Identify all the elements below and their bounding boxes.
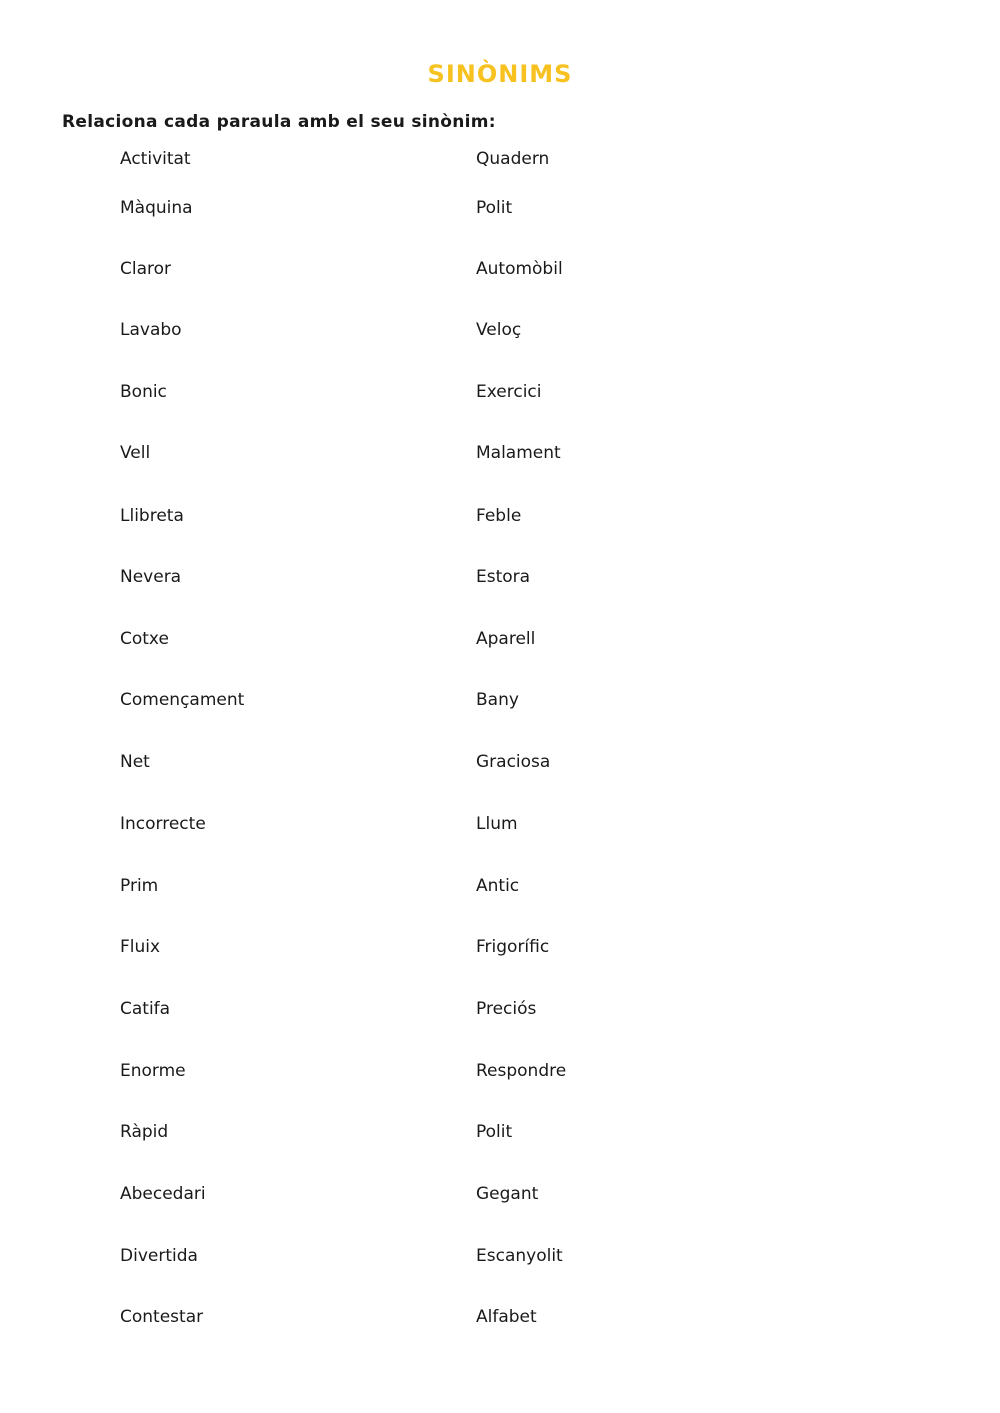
left-word: Abecedari (120, 1184, 206, 1204)
left-word: Prim (120, 876, 159, 896)
right-word: Antic (476, 876, 520, 896)
right-word: Escanyolit (476, 1246, 563, 1266)
left-word: Vell (120, 443, 151, 463)
right-word: Quadern (476, 149, 550, 169)
right-word: Aparell (476, 629, 536, 649)
right-word: Graciosa (476, 752, 551, 772)
left-word: Lavabo (120, 320, 182, 340)
right-word: Polit (476, 198, 513, 218)
right-word: Polit (476, 1122, 513, 1142)
instruction-text: Relaciona cada paraula amb el seu sinònim: (62, 112, 496, 132)
right-word: Preciós (476, 999, 537, 1019)
left-word: Llibreta (120, 506, 184, 526)
left-word: Divertida (120, 1246, 198, 1266)
left-word: Claror (120, 259, 172, 279)
left-word: Començament (120, 690, 245, 710)
right-word: Alfabet (476, 1307, 537, 1327)
left-word: Ràpid (120, 1122, 169, 1142)
left-word: Catifa (120, 999, 171, 1019)
left-word: Bonic (120, 382, 167, 402)
right-word: Veloç (476, 320, 522, 340)
left-word: Activitat (120, 149, 191, 169)
right-word: Estora (476, 567, 531, 587)
right-word: Feble (476, 506, 522, 526)
right-word: Llum (476, 814, 518, 834)
right-word: Bany (476, 690, 519, 710)
page-title: SINÒNIMS (427, 60, 573, 88)
left-word: Màquina (120, 198, 193, 218)
right-word: Respondre (476, 1061, 567, 1081)
left-word: Incorrecte (120, 814, 206, 834)
right-word: Malament (476, 443, 561, 463)
left-word: Contestar (120, 1307, 204, 1327)
right-word: Gegant (476, 1184, 539, 1204)
left-word: Enorme (120, 1061, 186, 1081)
left-word: Net (120, 752, 150, 772)
right-word: Exercici (476, 382, 542, 402)
left-word: Fluix (120, 937, 161, 957)
right-word: Frigorífic (476, 937, 550, 957)
left-word: Nevera (120, 567, 182, 587)
right-word: Automòbil (476, 259, 563, 279)
left-word: Cotxe (120, 629, 169, 649)
